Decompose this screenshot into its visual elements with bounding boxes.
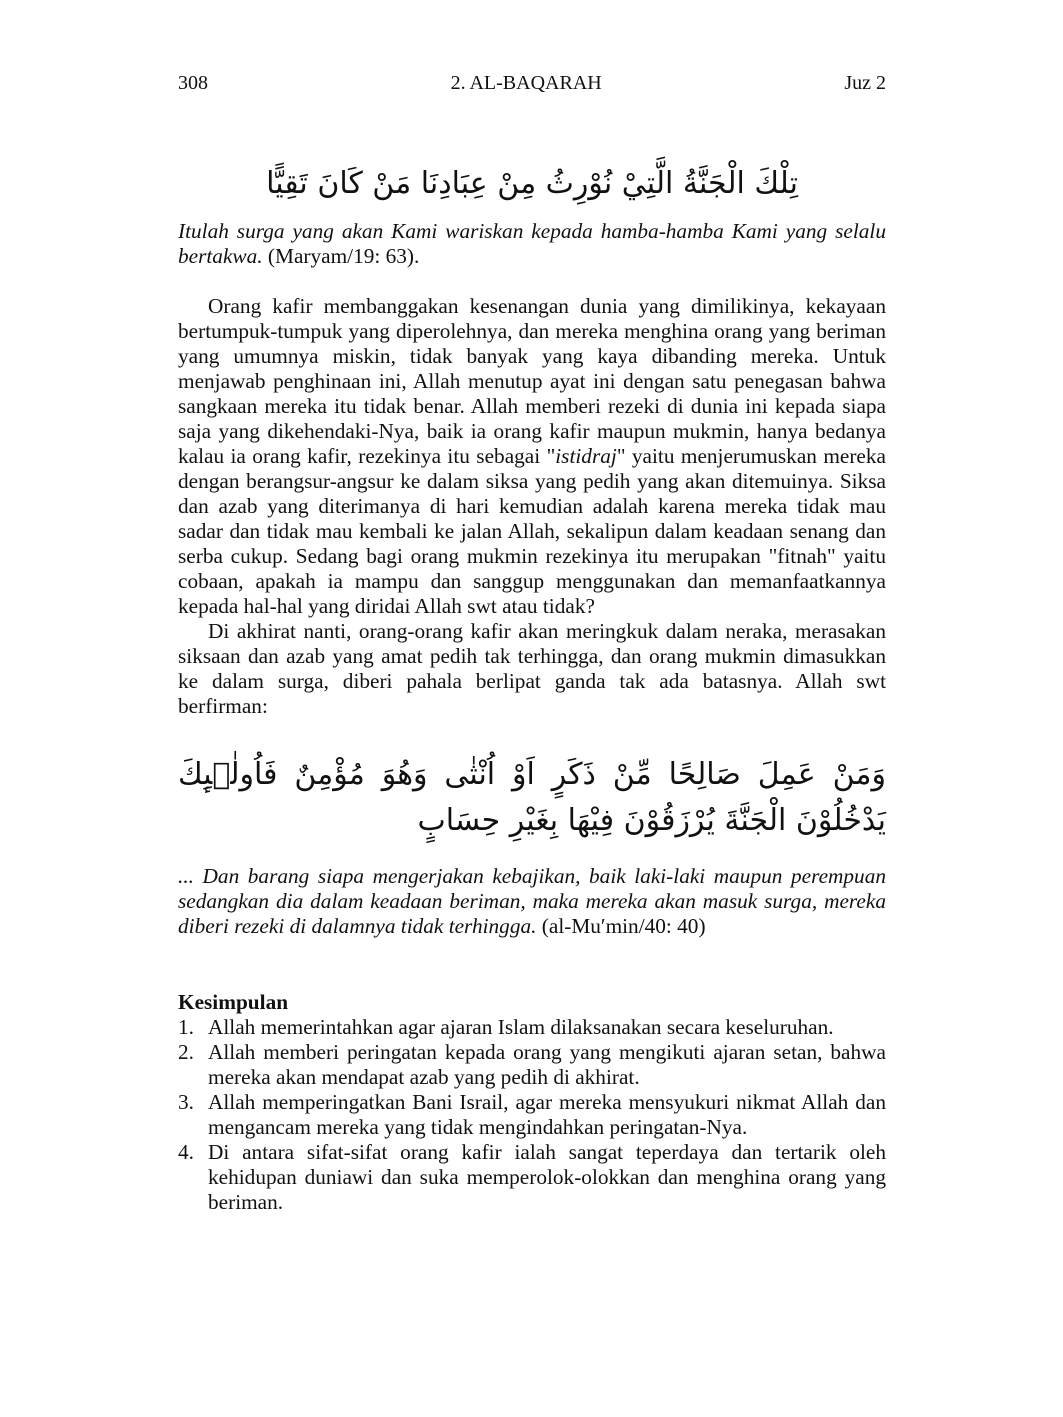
paragraph-2: Di akhirat nanti, orang-orang kafir akan meringkuk dalam neraka, merasakan siksaan dan azab yang amat pedih tak terhingga, dan orang mukmin dimasukkan ke dalam surga, diberi pahala berlipat ganda tak ada batasnya. Allah swt berfirman: (178, 619, 886, 718)
term-istidraj: istidraj (555, 444, 617, 468)
conclusion-section (178, 990, 886, 1215)
page-number: 308 (178, 72, 208, 94)
juz-label: Juz 2 (844, 72, 886, 94)
verse1-arabic: تِلْكَ الْجَنَّةُ الَّتِيْ نُوْرِثُ مِنْ عِبَادِنَا مَنْ كَانَ تَقِيًّا (266, 166, 798, 201)
list-item (178, 1090, 886, 1140)
item-number: 4. (178, 1140, 194, 1164)
list-item (178, 1140, 886, 1215)
item-number: 2. (178, 1040, 194, 1064)
item-text: Allah memberi peringatan kepada orang yang mengikuti ajaran setan, bahwa mereka akan mendapat azab yang pedih di akhirat. (208, 1040, 886, 1089)
page-header (178, 72, 886, 95)
list-item (178, 1040, 886, 1090)
paragraph-1-text-cont: " yaitu menjerumuskan mereka dengan berangsur-angsur ke dalam siksa yang pedih yang akan ditemuinya. Siksa dan azab yang diterimanya di hari kemudian adalah karena mereka tidak mau sadar dan tidak mau kembali ke jalan Allah, sekalipun dalam keadaan senang dan serba cukup. Sedang bagi orang mukmin rezekinya itu merupakan "fitnah" yaitu cobaan, apakah ia mampu dan sanggup menggunakan dan memanfaatkannya kepada hal-hal yang diridai Allah swt atau tidak? (178, 444, 886, 618)
conclusion-list (178, 1015, 886, 1215)
verse1-reference: (Maryam/19: 63). (262, 244, 420, 268)
verse2-translation-block (178, 864, 886, 939)
verse1-translation: Itulah surga yang akan Kami wariskan kepada hamba-hamba Kami yang selalu bertakwa. (178, 219, 886, 268)
verse2-reference: (al-Mu′min/40: 40) (536, 914, 706, 938)
body-text (178, 294, 886, 719)
item-number: 1. (178, 1015, 194, 1039)
verse2-arabic: وَمَنْ عَمِلَ صَالِحًا مِّنْ ذَكَرٍ اَوْ اُنْثٰى وَهُوَ مُؤْمِنٌ فَاُولٰۤىِٕكَ يَدْخُلُوْنَ الْجَنَّةَ يُرْزَقُوْنَ فِيْهَا بِغَيْرِ حِسَابٍ (178, 757, 886, 838)
paragraph-1-text: Orang kafir membanggakan kesenangan dunia yang dimilikinya, kekayaan bertumpuk-tumpuk yang diperolehnya, dan mereka menghina orang yang beriman yang umumnya miskin, tidak banyak yang kaya dibanding mereka. Untuk menjawab penghinaan ini, Allah menutup ayat ini dengan satu penegasan bahwa sangkaan mereka itu tidak benar. Allah memberi rezeki di dunia ini kepada siapa saja yang dikehendaki-Nya, baik ia orang kafir maupun mukmin, hanya bedanya kalau ia orang kafir, rezekinya itu sebagai " (178, 294, 886, 468)
chapter-title: 2. AL-BAQARAH (450, 72, 602, 94)
verse1-translation-block (178, 219, 886, 269)
item-text: Allah memperingatkan Bani Israil, agar mereka mensyukuri nikmat Allah dan mengancam mereka yang tidak mengindahkan peringatan-Nya. (208, 1090, 886, 1139)
item-text: Allah memerintahkan agar ajaran Islam dilaksanakan secara keseluruhan. (208, 1015, 834, 1039)
item-number: 3. (178, 1090, 194, 1114)
conclusion-title: Kesimpulan (178, 990, 289, 1014)
list-item (178, 1015, 886, 1040)
item-text: Di antara sifat-sifat orang kafir ialah sangat teperdaya dan tertarik oleh kehidupan duniawi dan suka memperolok-olokkan dan menghina orang yang beriman. (208, 1140, 886, 1214)
verse2-translation: ... Dan barang siapa mengerjakan kebajikan, baik laki-laki maupun perempuan sedangkan dia dalam keadaan beriman, maka mereka akan masuk surga, mereka diberi rezeki di dalamnya tidak terhingga. (178, 864, 886, 938)
paragraph-1 (178, 294, 886, 619)
